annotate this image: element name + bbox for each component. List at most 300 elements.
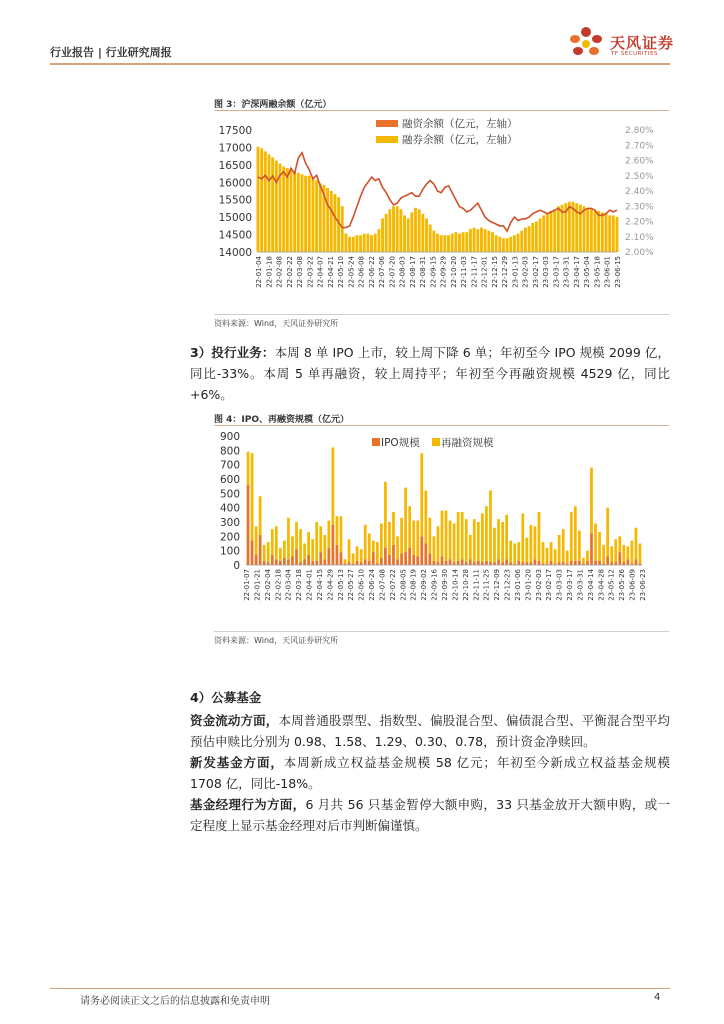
lending-balance-bar	[612, 215, 615, 252]
refinancing-bar	[428, 518, 431, 554]
x-axis-tick-label: 22-03-22	[306, 256, 315, 288]
refinancing-bar	[279, 548, 282, 561]
ipo-bar	[626, 559, 629, 565]
y-axis-tick-label: 700	[219, 459, 240, 472]
lending-balance-bar	[447, 235, 450, 252]
lending-balance-bar	[436, 234, 439, 252]
legend-ipo-label: IPO规模	[381, 437, 420, 449]
x-axis-tick-label: 22-11-25	[482, 569, 491, 601]
lending-balance-bar	[531, 223, 534, 252]
right-axis-tick-label: 2.30%	[625, 202, 654, 213]
ipo-bar	[558, 562, 561, 565]
lending-balance-bar	[359, 235, 362, 252]
lending-balance-bar	[553, 209, 556, 252]
lending-balance-bar	[546, 214, 549, 252]
x-axis-tick-label: 22-06-22	[367, 256, 376, 288]
lending-balance-bar	[370, 235, 373, 252]
refinancing-bar	[570, 512, 573, 561]
ipo-bar	[469, 559, 472, 565]
refinancing-bar	[610, 546, 613, 562]
ipo-bar	[477, 561, 480, 565]
y-axis-tick-label: 0	[233, 560, 240, 572]
refinancing-bar	[618, 536, 621, 552]
ipo-bar	[416, 556, 419, 565]
refinancing-bar	[299, 529, 302, 562]
x-axis-tick-label: 22-12-15	[490, 256, 499, 288]
refinancing-bar	[255, 526, 258, 555]
ipo-bar	[332, 525, 335, 565]
ipo-bar	[465, 562, 468, 565]
refinancing-bar	[315, 522, 318, 561]
refinancing-bar	[368, 533, 371, 560]
refinancing-bar	[517, 542, 520, 561]
x-axis-tick-label: 22-07-06	[378, 256, 387, 288]
ipo-bar	[424, 544, 427, 566]
ipo-bar	[530, 562, 533, 565]
ipo-bar	[457, 561, 460, 565]
new-fund-text: 本周新成立权益基金规模 58 亿元；年初至今新成立权益基金规模 1708 亿，同比-18%。	[190, 755, 670, 791]
lending-balance-bar	[403, 215, 406, 252]
refinancing-bar	[558, 535, 561, 562]
investment-banking-paragraph	[190, 342, 670, 405]
lending-balance-bar	[257, 147, 260, 252]
refinancing-bar	[530, 525, 533, 562]
refinancing-bar	[380, 523, 383, 557]
x-axis-tick-label: 22-01-04	[255, 256, 263, 288]
x-axis-tick-label: 23-04-14	[586, 569, 595, 601]
x-axis-tick-label: 23-05-04	[583, 256, 592, 288]
lending-balance-bar	[520, 231, 523, 252]
lending-balance-bar	[271, 157, 274, 252]
ipo-bar	[360, 562, 363, 565]
x-axis-tick-label: 22-02-04	[263, 569, 272, 601]
lending-balance-bar	[396, 206, 399, 252]
ipo-bar	[598, 561, 601, 565]
figure3-source: 资料来源：Wind，天风证券研究所	[214, 319, 339, 328]
x-axis-tick-label: 23-03-31	[576, 569, 585, 601]
lending-balance-bar	[473, 228, 476, 252]
lending-balance-bar	[363, 234, 366, 252]
ipo-bar	[356, 561, 359, 565]
lending-balance-bar	[476, 229, 479, 252]
x-axis-tick-label: 23-05-12	[607, 569, 616, 601]
refinancing-bar	[582, 558, 585, 564]
refinancing-bar	[424, 490, 427, 543]
x-axis-tick-label: 22-11-17	[470, 256, 479, 288]
refinancing-bar	[586, 551, 589, 561]
refinancing-bar	[247, 452, 250, 485]
x-axis-tick-label: 23-06-15	[614, 256, 622, 288]
x-axis-tick-label: 22-09-15	[429, 256, 438, 288]
legend-financing-label: 融资余额（亿元，左轴）	[402, 118, 518, 130]
lending-balance-bar	[381, 218, 384, 252]
ipo-bar	[311, 561, 314, 565]
refinancing-bar	[546, 548, 549, 564]
refinancing-bar	[606, 508, 609, 557]
ipo-bar	[364, 559, 367, 565]
ipo-bar	[303, 559, 306, 565]
x-axis-tick-label: 22-09-30	[441, 569, 449, 601]
lending-balance-bar	[308, 176, 311, 252]
lending-balance-bar	[333, 194, 336, 252]
right-axis-tick-label: 2.60%	[625, 156, 654, 167]
fund-flow-paragraph	[190, 710, 670, 752]
ipo-bar	[295, 549, 298, 565]
ipo-bar	[437, 562, 440, 565]
x-axis-tick-label: 22-06-08	[357, 256, 366, 288]
lending-balance-bar	[539, 218, 542, 252]
lending-balance-bar	[410, 212, 413, 252]
refinancing-bar	[271, 529, 274, 555]
refinancing-bar	[457, 512, 460, 561]
lending-balance-bar	[451, 234, 454, 252]
ipo-bar	[368, 561, 371, 565]
investment-banking-lead: 3）投行业务：	[190, 345, 275, 360]
lending-balance-bar	[509, 237, 512, 252]
refinancing-bar	[534, 526, 537, 559]
figure4-bottom-rule	[214, 631, 669, 632]
lending-balance-bar	[330, 191, 333, 252]
x-axis-tick-label: 23-03-31	[562, 256, 571, 288]
figure4-top-rule	[214, 425, 669, 426]
y-axis-tick-label: 200	[219, 531, 240, 544]
refinancing-bar	[433, 536, 436, 560]
lending-balance-bar	[421, 214, 424, 252]
x-axis-tick-label: 22-07-08	[378, 569, 387, 601]
left-axis-tick-label: 16000	[218, 177, 252, 190]
brand-logo-icon	[566, 22, 606, 62]
x-axis-tick-label: 22-04-15	[315, 569, 324, 601]
refinancing-bar	[307, 532, 310, 555]
ipo-bar	[380, 558, 383, 565]
x-axis-tick-label: 22-02-22	[285, 256, 294, 288]
refinancing-bar	[614, 539, 617, 562]
lending-balance-bar	[264, 151, 267, 252]
ipo-bar	[594, 561, 597, 565]
lending-balance-bar	[418, 209, 421, 252]
ipo-bar	[485, 561, 488, 565]
ipo-bar	[525, 562, 528, 565]
ipo-bar	[275, 559, 278, 565]
ipo-bar	[315, 561, 318, 565]
lending-balance-bar	[414, 208, 417, 252]
refinancing-bar	[416, 521, 419, 557]
lending-balance-bar	[597, 211, 600, 252]
x-axis-tick-label: 22-07-20	[388, 256, 397, 288]
left-axis-tick-label: 15000	[218, 212, 252, 225]
refinancing-bar	[327, 521, 330, 548]
ipo-bar	[606, 556, 609, 565]
refinancing-bar	[275, 526, 278, 559]
lending-balance-bar	[425, 218, 428, 252]
ipo-bar	[412, 555, 415, 565]
refinancing-bar	[441, 511, 444, 557]
refinancing-bar	[497, 519, 500, 559]
x-axis-tick-label: 22-09-16	[430, 569, 439, 601]
ipo-bar	[635, 559, 638, 565]
lending-balance-bar	[524, 228, 527, 252]
ipo-bar	[384, 548, 387, 565]
legend-refinancing-swatch	[432, 438, 440, 446]
y-axis-tick-label: 800	[219, 445, 240, 458]
refinancing-bar	[542, 542, 545, 564]
refinancing-bar	[344, 559, 347, 563]
ipo-bar	[473, 562, 476, 565]
lending-balance-bar	[319, 183, 322, 252]
legend-ipo-swatch	[372, 438, 380, 446]
legend-financing-swatch	[376, 120, 398, 127]
legend-refinancing-label: 再融资规模	[441, 437, 494, 449]
left-axis-tick-label: 17000	[218, 142, 252, 155]
x-axis-tick-label: 23-01-13	[511, 256, 520, 288]
investment-banking-text: 本周 8 单 IPO 上市，较上周下降 6 单；年初至今 IPO 规模 2099 亿，同比-33%。本周 5 单再融资，较上周持平；年初至今再融资规模 4529 亿，同比+6%。	[190, 345, 670, 402]
x-axis-tick-label: 23-04-28	[597, 569, 606, 601]
ipo-bar	[433, 561, 436, 565]
lending-balance-bar	[399, 209, 402, 252]
ipo-bar	[323, 559, 326, 565]
refinancing-bar	[437, 526, 440, 562]
ipo-bar	[291, 556, 294, 565]
ipo-bar	[267, 562, 270, 565]
lending-balance-bar	[407, 218, 410, 252]
refinancing-bar	[400, 518, 403, 554]
x-axis-tick-label: 22-11-03	[460, 256, 469, 288]
refinancing-bar	[449, 521, 452, 560]
left-axis-tick-label: 14000	[218, 247, 252, 259]
left-axis-tick-label: 14500	[218, 229, 252, 242]
ipo-refinancing-chart	[210, 428, 670, 630]
refinancing-bar	[356, 546, 359, 560]
refinancing-bar	[295, 522, 298, 549]
lending-balance-bar	[495, 235, 498, 252]
lending-balance-bar	[557, 206, 560, 252]
refinancing-bar	[453, 523, 456, 562]
ipo-bar	[420, 536, 423, 565]
lending-balance-bar	[601, 212, 604, 252]
lending-balance-bar	[550, 211, 553, 252]
ipo-bar	[287, 559, 290, 565]
refinancing-bar	[590, 468, 593, 534]
y-axis-tick-label: 400	[219, 502, 240, 515]
x-axis-tick-label: 22-08-31	[419, 256, 428, 288]
refinancing-bar	[509, 541, 512, 563]
ipo-bar	[517, 561, 520, 565]
lending-balance-bar	[498, 237, 501, 252]
refinancing-bar	[283, 541, 286, 558]
lending-balance-bar	[440, 235, 443, 252]
ipo-bar	[255, 555, 258, 565]
lending-balance-bar	[616, 217, 619, 252]
refinancing-bar	[376, 542, 379, 564]
figure4-caption: 图 4：IPO、再融资规模（亿元）	[214, 415, 349, 425]
x-axis-tick-label: 22-12-23	[503, 569, 512, 601]
ipo-bar	[307, 555, 310, 565]
lending-balance-bar	[311, 177, 314, 252]
y-axis-tick-label: 900	[219, 431, 240, 443]
refinancing-bar	[626, 546, 629, 559]
refinancing-bar	[598, 532, 601, 561]
right-axis-tick-label: 2.10%	[625, 232, 654, 243]
x-axis-tick-label: 22-12-09	[493, 569, 502, 601]
header-divider	[50, 63, 670, 65]
new-fund-lead: 新发基金方面，	[190, 755, 284, 770]
x-axis-tick-label: 23-02-17	[531, 256, 540, 288]
lending-balance-bar	[432, 231, 435, 252]
x-axis-tick-label: 22-12-29	[501, 256, 510, 288]
x-axis-tick-label: 23-03-17	[566, 569, 575, 601]
refinancing-bar	[461, 512, 464, 559]
refinancing-bar	[259, 496, 262, 535]
refinancing-bar	[554, 549, 557, 563]
refinancing-bar	[550, 542, 553, 561]
brand-name-en: TF SECURITIES	[611, 51, 658, 57]
refinancing-bar	[521, 513, 524, 562]
report-header-title: 行业报告 | 行业研究周报	[50, 46, 172, 59]
lending-balance-bar	[392, 206, 395, 252]
ipo-bar	[327, 548, 330, 565]
fund-flow-text: 本周普通股票型、指数型、偏股混合型、偏债混合型、平衡混合型平均预估申赎比分别为 0.98、1.58、1.29、0.30、0.78，预计资金净赎回。	[190, 713, 670, 749]
lending-balance-bar	[315, 180, 318, 252]
brand-name-cn: 天风证券	[610, 34, 675, 52]
refinancing-bar	[287, 518, 290, 560]
lending-balance-bar	[465, 232, 468, 252]
lending-balance-bar	[297, 173, 300, 252]
refinancing-bar	[469, 535, 472, 559]
ipo-bar	[590, 533, 593, 565]
lending-balance-bar	[605, 214, 608, 252]
x-axis-tick-label: 22-01-21	[253, 569, 262, 601]
refinancing-bar	[267, 542, 270, 562]
x-axis-tick-label: 22-08-05	[399, 569, 408, 601]
ipo-bar	[534, 559, 537, 565]
lending-balance-bar	[528, 226, 531, 252]
ipo-bar	[372, 552, 375, 565]
ipo-bar	[251, 541, 254, 565]
refinancing-bar	[311, 539, 314, 561]
x-axis-tick-label: 22-05-13	[336, 569, 345, 601]
mutual-fund-heading: 4）公募基金	[190, 690, 262, 705]
lending-balance-bar	[443, 235, 446, 252]
x-axis-tick-label: 23-06-01	[603, 256, 612, 288]
ipo-bar	[509, 562, 512, 565]
lending-balance-bar	[469, 229, 472, 252]
page-number: 4	[654, 992, 661, 1003]
x-axis-tick-label: 23-06-09	[628, 569, 637, 601]
fund-manager-lead: 基金经理行为方面，	[190, 797, 306, 812]
lending-balance-bar	[583, 206, 586, 252]
refinancing-bar	[263, 545, 266, 561]
x-axis-tick-label: 22-04-29	[326, 569, 335, 601]
ipo-bar	[445, 561, 448, 565]
lending-balance-bar	[458, 234, 461, 252]
refinancing-bar	[364, 525, 367, 559]
refinancing-bar	[420, 453, 423, 536]
lending-balance-bar	[487, 231, 490, 252]
fund-manager-paragraph	[190, 794, 670, 836]
lending-balance-bar	[286, 168, 289, 252]
right-axis-tick-label: 2.40%	[625, 187, 654, 197]
refinancing-bar	[505, 515, 508, 559]
x-axis-tick-label: 22-10-28	[461, 569, 470, 601]
refinancing-bar	[493, 528, 496, 562]
lending-balance-bar	[542, 215, 545, 252]
lending-balance-bar	[341, 206, 344, 252]
lending-balance-bar	[388, 209, 391, 252]
x-axis-tick-label: 22-10-20	[449, 256, 458, 288]
lending-balance-bar	[506, 238, 509, 252]
ipo-bar	[441, 556, 444, 565]
x-axis-tick-label: 22-01-07	[243, 569, 251, 601]
refinancing-bar	[348, 539, 351, 562]
x-axis-tick-label: 22-08-03	[398, 256, 407, 288]
ipo-bar	[481, 562, 484, 565]
lending-balance-bar	[355, 235, 358, 252]
x-axis-tick-label: 22-10-14	[451, 569, 460, 601]
x-axis-tick-label: 22-09-29	[439, 256, 448, 288]
ipo-bar	[388, 555, 391, 565]
lending-balance-bar	[348, 237, 351, 252]
ipo-bar	[271, 555, 274, 565]
x-axis-tick-label: 22-06-10	[357, 569, 366, 601]
lending-balance-bar	[454, 232, 457, 252]
refinancing-bar	[323, 535, 326, 559]
y-axis-tick-label: 100	[219, 545, 240, 558]
x-axis-tick-label: 23-02-03	[521, 256, 530, 288]
fund-manager-text: 6 月共 56 只基金暂停大额申购，33 只基金放开大额申购，或一定程度上显示基金经理对后市判断偏谨慎。	[190, 797, 670, 833]
ipo-bar	[400, 554, 403, 565]
x-axis-tick-label: 22-03-18	[295, 569, 304, 601]
refinancing-bar	[489, 490, 492, 562]
x-axis-tick-label: 22-02-08	[275, 256, 284, 288]
ipo-bar	[396, 559, 399, 565]
refinancing-bar	[340, 516, 343, 552]
x-axis-tick-label: 22-04-21	[326, 256, 335, 288]
x-axis-tick-label: 22-06-24	[368, 569, 377, 601]
x-axis-tick-label: 22-12-01	[480, 256, 489, 288]
ipo-bar	[622, 562, 625, 565]
x-axis-tick-label: 22-03-04	[284, 569, 293, 601]
refinancing-bar	[372, 541, 375, 552]
ipo-bar	[404, 552, 407, 565]
x-axis-tick-label: 22-03-08	[296, 256, 305, 288]
ipo-bar	[489, 562, 492, 565]
ipo-bar	[461, 559, 464, 565]
y-axis-tick-label: 600	[219, 474, 240, 486]
ipo-bar	[610, 562, 613, 565]
ipo-bar	[348, 562, 351, 565]
x-axis-tick-label: 22-08-17	[408, 256, 417, 288]
footer-disclaimer: 请务必阅读正文之后的信息披露和免责申明	[80, 996, 270, 1007]
ipo-bar	[570, 561, 573, 565]
ipo-bar	[263, 561, 266, 565]
lending-balance-bar	[608, 215, 611, 252]
x-axis-tick-label: 22-01-18	[265, 256, 274, 288]
refinancing-bar	[336, 516, 339, 545]
ipo-bar	[428, 554, 431, 565]
ipo-bar	[538, 561, 541, 565]
lending-balance-bar	[586, 208, 589, 252]
refinancing-bar	[578, 531, 581, 561]
x-axis-tick-label: 22-05-24	[347, 256, 356, 288]
refinancing-bar	[404, 488, 407, 552]
x-axis-tick-label: 22-05-27	[347, 569, 356, 601]
refinancing-bar	[481, 513, 484, 562]
refinancing-bar	[602, 545, 605, 564]
ipo-bar	[521, 562, 524, 565]
refinancing-bar	[408, 506, 411, 548]
figure3-bottom-rule	[214, 314, 669, 315]
refinancing-bar	[538, 512, 541, 561]
